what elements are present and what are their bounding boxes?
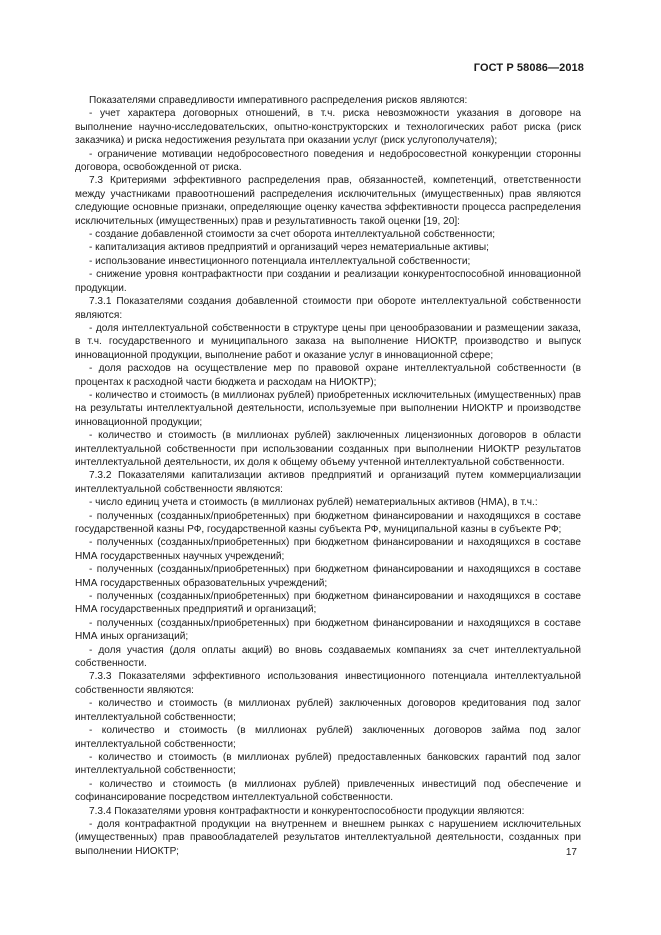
paragraph: - капитализация активов предприятий и организаций через нематериальные активы; xyxy=(89,242,489,254)
section-paragraph: 7.3.3 Показателями эффективного использования инвестиционного потенциала интеллектуальной собственности являются: xyxy=(75,671,581,696)
paragraph: - полученных (созданных/приобретенных) при бюджетном финансировании и находящихся в составе государственной казны РФ, государственной казны субъекта РФ, муниципальной казны в субъекте РФ; xyxy=(75,510,581,535)
paragraph: - учет характера договорных отношений, в т.ч. риска невозможности указания в договоре на выполнение научно-исследовательских, опытно-конструкторских и технологических работ риска (риск заказчика) и риска недостижения результата при оказании услуг (риск услугополучателя); xyxy=(75,108,581,147)
paragraph: - доля контрафактной продукции на внутреннем и внешнем рынках с нарушением исключительных (имущественных) прав правообладателей результатов интеллектуальной деятельности, созданных при выполнении НИОКТР; xyxy=(75,818,581,857)
paragraph: - полученных (созданных/приобретенных) при бюджетном финансировании и находящихся в составе НМА иных организаций; xyxy=(75,617,581,643)
paragraph: - количество и стоимость (в миллионах рублей) заключенных договоров кредитования под залог интеллектуальной собственности; xyxy=(75,698,581,723)
page-number: 17 xyxy=(565,847,577,858)
section-paragraph: 7.3.2 Показателями капитализации активов предприятий и организаций путем коммерциализации интеллектуальной собственности являются: xyxy=(75,470,581,495)
paragraph: - снижение уровня контрафактности при создании и реализации конкурентоспособной инновационной продукции. xyxy=(75,269,581,294)
paragraph: - число единиц учета и стоимость (в миллионах рублей) нематериальных активов (НМА), в т.ч.: xyxy=(89,497,538,509)
paragraph: - полученных (созданных/приобретенных) при бюджетном финансировании и находящихся в составе НМА государственных предприятий и организаций; xyxy=(75,591,581,616)
paragraph: - полученных (созданных/приобретенных) при бюджетном финансировании и находящихся в составе НМА государственных научных учреждений; xyxy=(75,537,581,562)
paragraph: - доля участия (доля оплаты акций) во вновь создаваемых компаниях за счет интеллектуальной собственности. xyxy=(75,644,581,670)
document-body xyxy=(75,94,581,858)
paragraph: - использование инвестиционного потенциала интеллектуальной собственности; xyxy=(89,255,471,267)
paragraph: - доля расходов на осуществление мер по правовой охране интеллектуальной собственности (в процентах к расходной части бюджета и расходам на НИОКТР); xyxy=(75,363,581,388)
paragraph: - полученных (созданных/приобретенных) при бюджетном финансировании и находящихся в составе НМА государственных образовательных учреждений; xyxy=(75,564,581,589)
section-paragraph: 7.3.4 Показателями уровня контрафактности и конкурентоспособности продукции являются: xyxy=(89,805,525,817)
standard-code-header: ГОСТ Р 58086—2018 xyxy=(473,62,584,74)
paragraph: - количество и стоимость (в миллионах рублей) заключенных лицензионных договоров в области интеллектуальной собственности при использовании созданных при выполнении НИОКТР результатов интеллектуальной деятельности, их доля к общему объему учтенной интеллектуальной собственности. xyxy=(75,430,581,468)
paragraph: - количество и стоимость (в миллионах рублей) привлеченных инвестиций под обеспечение и софинансирование посредством интеллектуальной собственности. xyxy=(75,778,581,804)
section-paragraph: 7.3.1 Показателями создания добавленной стоимости при обороте интеллектуальной собственности являются: xyxy=(75,296,581,321)
paragraph: - ограничение мотивации недобросовестного поведения и недобросовестной конкуренции сторонны договора, освобожденной от риска. xyxy=(75,148,581,174)
paragraph: Показателями справедливости императивного распределения рисков являются: xyxy=(89,95,468,106)
paragraph: - количество и стоимость (в миллионах рублей) приобретенных исключительных (имущественных) прав на результаты интеллектуальной деятельности, используемые при выполнении НИОКТР и производстве инновационной продукции; xyxy=(75,389,581,428)
section-paragraph: 7.3 Критериями эффективного распределения прав, обязанностей, компетенций, ответственности между участниками правоотношений распределения исключительных (имущественных) прав являются следующие основные признаки, определяющие оценку качества эффективности процесса распределения исключительных (имущественных) прав и результативность такой оценки [19, 20]: xyxy=(75,175,581,227)
paragraph: - количество и стоимость (в миллионах рублей) заключенных договоров займа под залог интеллектуальной собственности; xyxy=(75,725,581,750)
paragraph: - количество и стоимость (в миллионах рублей) предоставленных банковских гарантий под залог интеллектуальной собственности; xyxy=(75,751,581,777)
paragraph: - создание добавленной стоимости за счет оборота интеллектуальной собственности; xyxy=(89,229,496,241)
paragraph: - доля интеллектуальной собственности в структуре цены при ценообразовании и размещении заказа, в т.ч. государственного и муниципального заказа на выполнение НИОКТР, производство и выпуск инновационной продукции, выполнение работ и оказание услуг в инновационной сфере; xyxy=(75,322,581,361)
